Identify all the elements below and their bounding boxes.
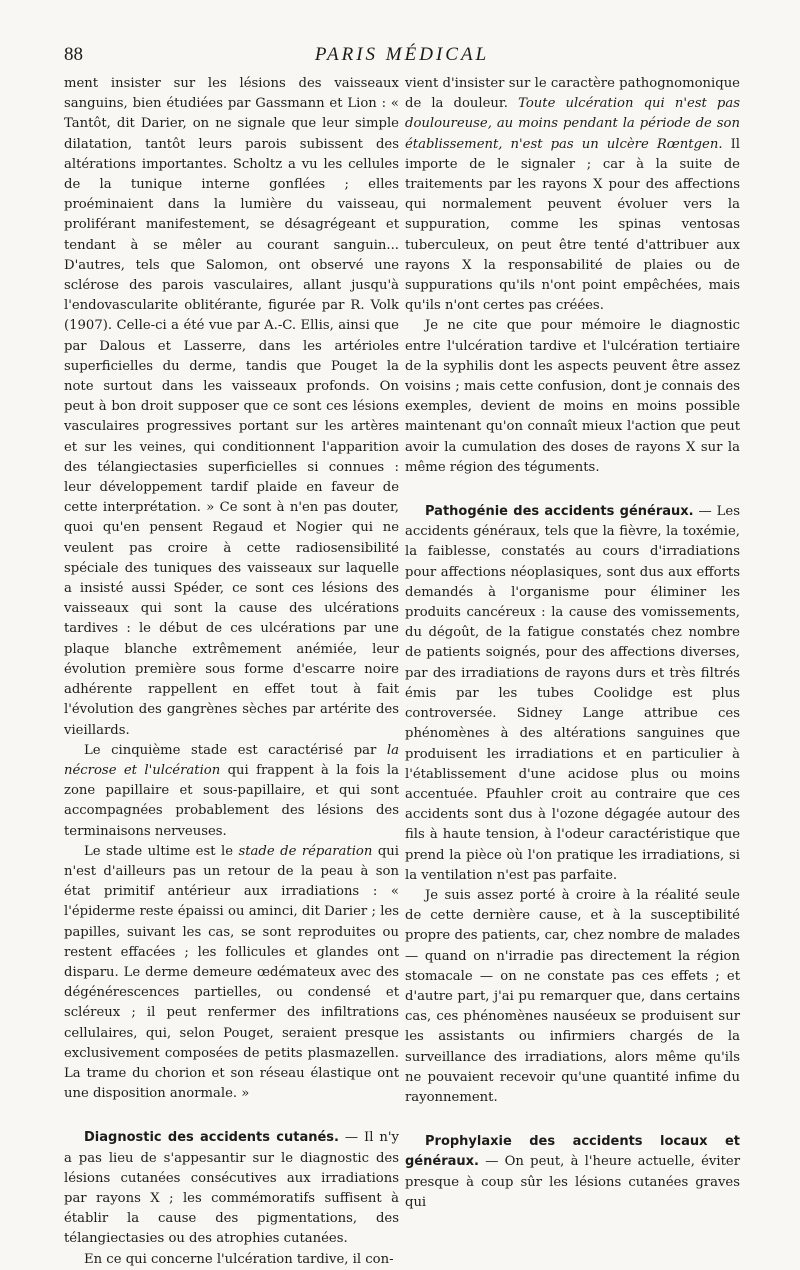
text-run: — Les accidents généraux, tels que la fièvre, la toxémie, la faiblesse, constatés au cours d'irradiations pour affections néoplasiques, sont dus aux efforts demandés à l'organisme pour éliminer les produits cancéreux : la cause des vomissements, du dégoût, de la fatigue constatés chez nombre de patients soignés, pour des affections diverses, par des irradiations de rayons durs et très filtrés émis par les tubes Coolidge est plus controversée. Sidney Lange attribue ces phénomènes à des altérations sanguines que produisent les irradiations et en particulier à l'établissement d'une acidose plus ou moins accentuée. Pfauhler croit au contraire que ces accidents sont dus à l'ozone dégagée autour des fils à haute tension, à l'odeur caractéristique que prend la pièce où l'on pratique les irradiations, si la ventilation n'est pas parfaite. bbox=[405, 504, 740, 883]
section-heading: Pathogénie des accidents généraux. bbox=[425, 504, 694, 520]
paragraph bbox=[405, 74, 740, 316]
page-header bbox=[64, 40, 740, 70]
italic-text: la nécrose et l'ulcération bbox=[64, 742, 399, 778]
paragraph: Je suis assez porté à croire à la réalité seule de cette dernière cause, et à la susceptibilité propre des patients, car, chez nombre de malades — quand on n'irradie pas directement la région stomacale — on ne constate pas ces effets ; et d'autre part, j'ai pu remarquer que, dans certains cas, ces phénomènes nauséeux se produisent sur les assistants ou infirmiers chargés de la surveillance des irradiations, alors même qu'ils ne pouvaient recevoir qu'une quantité infime du rayonnement. bbox=[405, 887, 740, 1105]
text-run: Le stade ultime est le bbox=[84, 843, 239, 859]
section-heading: Prophylaxie des accidents locaux et généraux. bbox=[405, 1134, 740, 1170]
italic-text: stade de réparation bbox=[238, 843, 373, 859]
paragraph: ment insister sur les lésions des vaisseaux sanguins, bien étudiées par Gassmann et Lion : « Tantôt, dit Darier, on ne signale que leur simple dilatation, tantôt leurs parois subissent des altérations importantes. Scholtz a vu les cellules de la tunique interne gonflées ; elles proéminaient dans la lumière du vaisseau, proliférant manifestement, se désagrégeant et tendant à se mêler au courant sanguin... D'autres, tels que Salomon, ont observé une sclérose des parois vasculaires, allant jusqu'à l'endovascularite oblitérante, figurée par R. Volk (1907). Celle-ci a été vue par A.-C. Ellis, ainsi que par Dalous et Lasserre, dans les artérioles superficielles du derme, tandis que Pouget la note surtout dans les vaisseaux profonds. On peut à bon droit supposer que ce sont ces lésions vasculaires progressives portant sur les artères et sur les veines, qui conditionnent l'apparition des télangiectasies superficielles si connues : leur développement tardif plaide en faveur de cette interprétation. » Ce sont à n'en pas douter, quoi qu'en pensent Regaud et Nogier qui ne veulent pas croire à cette radiosensibilité spéciale des tuniques des vaisseaux sur laquelle a insisté aussi Spéder, ce sont ces lésions des vaisseaux qui sont la cause des ulcérations tardives : le début de ces ulcérations par une plaque blanche extrêmement anémiée, leur évolution première sous forme d'escarre noire adhérente rappellent en effet tout à fait l'évolution des gangrènes sèches par artérite des vieillards. bbox=[64, 76, 399, 738]
text-run: Il importe de le signaler ; car à la suite de traitements par les rayons X pour des affections qui normalement peuvent évoluer vers la suppuration, comme les spinas ventosas tuberculeux, on peut être tenté d'attribuer aux rayons X la responsabilité de plaies ou de suppurations qu'ils n'ont point empêchées, mais qu'ils n'ont certes pas créées. bbox=[405, 136, 740, 314]
paragraph bbox=[64, 1128, 399, 1249]
text-run: — Il n'y a pas lieu de s'appesantir sur le diagnostic des lésions cutanées consécutives aux irradiations par rayons X ; les commémoratifs suffisent à établir la cause des pigmentations, des télangiectasies ou des atrophies cutanées. bbox=[64, 1130, 399, 1247]
paragraph: Je ne cite que pour mémoire le diagnostic entre l'ulcération tardive et l'ulcération tertiaire de la syphilis dont les aspects peuvent être assez voisins ; mais cette confusion, dont je connais des exemples, devient de moins en moins possible maintenant qu'on connaît mieux l'action que peut avoir la cumulation des doses de rayons X sur la même région des téguments. bbox=[405, 318, 740, 475]
running-title: PARIS MÉDICAL bbox=[314, 44, 490, 65]
text-run: qui frappent à la fois la zone papillaire et sous-papillaire, et qui sont accompagnées probablement des lésions des terminaisons nerveuses. bbox=[64, 762, 399, 839]
page-number: 88 bbox=[64, 44, 83, 65]
paragraph: En ce qui concerne l'ulcération tardive, il con- bbox=[84, 1251, 394, 1267]
text-run: Le cinquième stade est caractérisé par bbox=[84, 742, 387, 758]
paragraph bbox=[64, 842, 399, 1105]
text-run: — On peut, à l'heure actuelle, éviter presque à coup sûr les lésions cutanées graves qui bbox=[405, 1154, 740, 1210]
paragraph bbox=[405, 502, 740, 886]
paragraph bbox=[405, 1132, 740, 1213]
paragraph bbox=[64, 741, 399, 842]
text-run: vient d'insister sur le caractère pathognomonique de la douleur. bbox=[405, 76, 740, 112]
section-heading: Diagnostic des accidents cutanés. bbox=[84, 1130, 339, 1146]
right-column bbox=[405, 74, 740, 1213]
text-run: qui n'est d'ailleurs pas un retour de la peau à son état primitif antérieur aux irradiations : « l'épiderme reste épaissi ou aminci, dit Darier ; les papilles, suivant les cas, se sont reproduites ou restent effacées ; les follicules et glandes ont disparu. Le derme demeure œdémateux avec des dégénérescences partielles, ou condensé et scléreux ; il peut renfermer des infiltrations cellulaires, qui, selon Pouget, seraient presque exclusivement composées de petits plasmazellen. La trame du chorion et son réseau élastique ont une disposition anormale. » bbox=[64, 843, 399, 1102]
left-column bbox=[64, 74, 399, 1270]
italic-text: Toute ulcération qui n'est pas douloureuse, au moins pendant la période de son établissement, n'est pas un ulcère Rœntgen. bbox=[405, 96, 740, 152]
